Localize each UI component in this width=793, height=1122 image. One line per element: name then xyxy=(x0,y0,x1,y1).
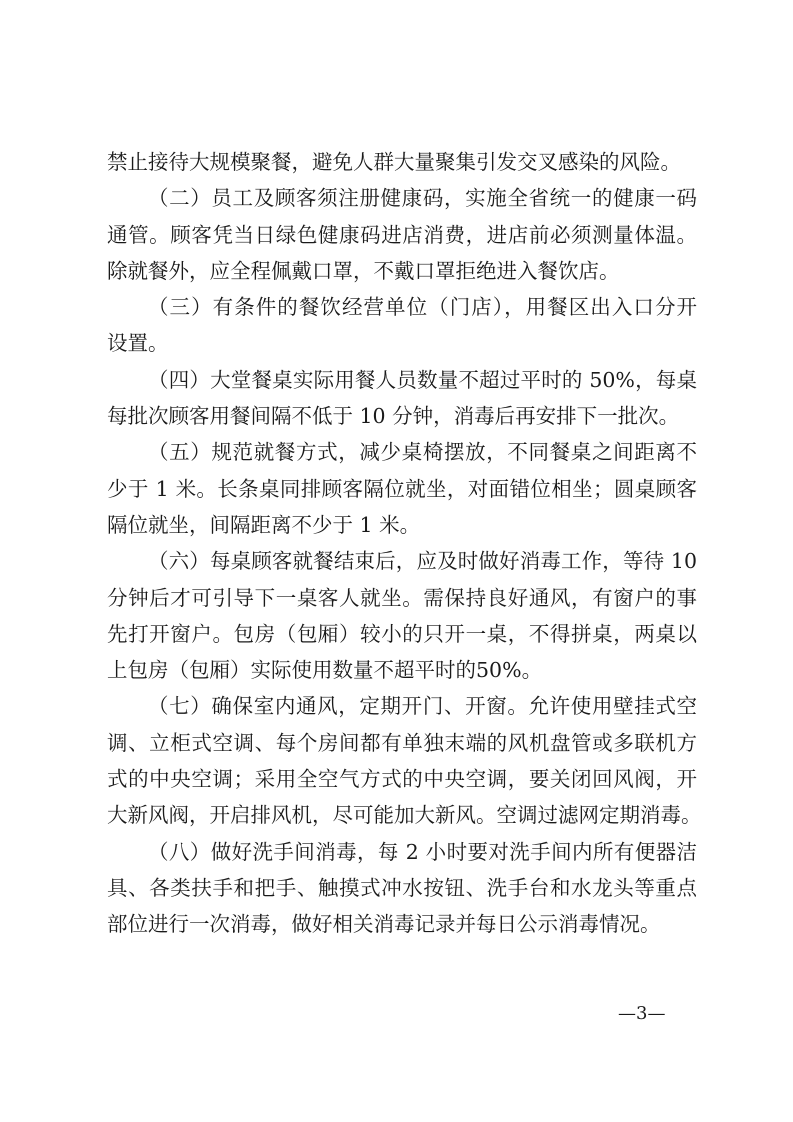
text-line: 大新风阀，开启排风机，尽可能加大新风。空调过滤网定期消毒。 xyxy=(107,803,702,828)
text-line: 式的中央空调；采用全空气方式的中央空调，要关闭回风阀，开 xyxy=(107,767,697,792)
text-line: 设置。 xyxy=(107,331,169,356)
text-line: （八）做好洗手间消毒，每 2 小时要对洗手间内所有便器洁 xyxy=(148,839,697,864)
text-line: 调、立柜式空调、每个房间都有单独末端的风机盘管或多联机方 xyxy=(107,730,697,755)
text-line: （五）规范就餐方式，减少桌椅摆放，不同餐桌之间距离不 xyxy=(148,440,697,465)
text-line: 通管。顾客凭当日绿色健康码进店消费，进店前必须测量体温。 xyxy=(107,222,697,247)
text-line: （四）大堂餐桌实际用餐人员数量不超过平时的 50%，每桌 xyxy=(148,367,697,392)
page-number: —3— xyxy=(618,1003,666,1024)
text-line: 具、各类扶手和把手、触摸式冲水按钮、洗手台和水龙头等重点 xyxy=(107,875,697,900)
text-line: 部位进行一次消毒，做好相关消毒记录并每日公示消毒情况。 xyxy=(107,912,661,937)
text-line: 每批次顾客用餐间隔不低于 10 分钟，消毒后再安排下一批次。 xyxy=(107,404,680,429)
text-line: （七）确保室内通风，定期开门、开窗。允许使用壁挂式空 xyxy=(148,694,697,719)
text-line: （二）员工及顾客须注册健康码，实施全省统一的健康一码 xyxy=(148,186,697,211)
body-text xyxy=(107,144,702,943)
text-line: 分钟后才可引导下一桌客人就坐。需保持良好通风，有窗户的事 xyxy=(107,585,697,610)
text-line: 少于 1 米。长条桌同排顾客隔位就坐，对面错位相坐；圆桌顾客 xyxy=(107,476,697,501)
text-line: 先打开窗户。包房（包厢）较小的只开一桌，不得拼桌，两桌以 xyxy=(107,621,697,646)
text-line: 除就餐外，应全程佩戴口罩，不戴口罩拒绝进入餐饮店。 xyxy=(107,258,620,283)
text-line: 上包房（包厢）实际使用数量不超平时的50%。 xyxy=(107,658,543,683)
text-line: 隔位就坐，间隔距离不少于 1 米。 xyxy=(107,512,421,537)
text-line: 禁止接待大规模聚餐，避免人群大量聚集引发交叉感染的风险。 xyxy=(107,150,681,174)
text-line: （三）有条件的餐饮经营单位（门店），用餐区出入口分开 xyxy=(148,295,697,320)
text-line: （六）每桌顾客就餐结束后，应及时做好消毒工作，等待 10 xyxy=(148,549,697,574)
